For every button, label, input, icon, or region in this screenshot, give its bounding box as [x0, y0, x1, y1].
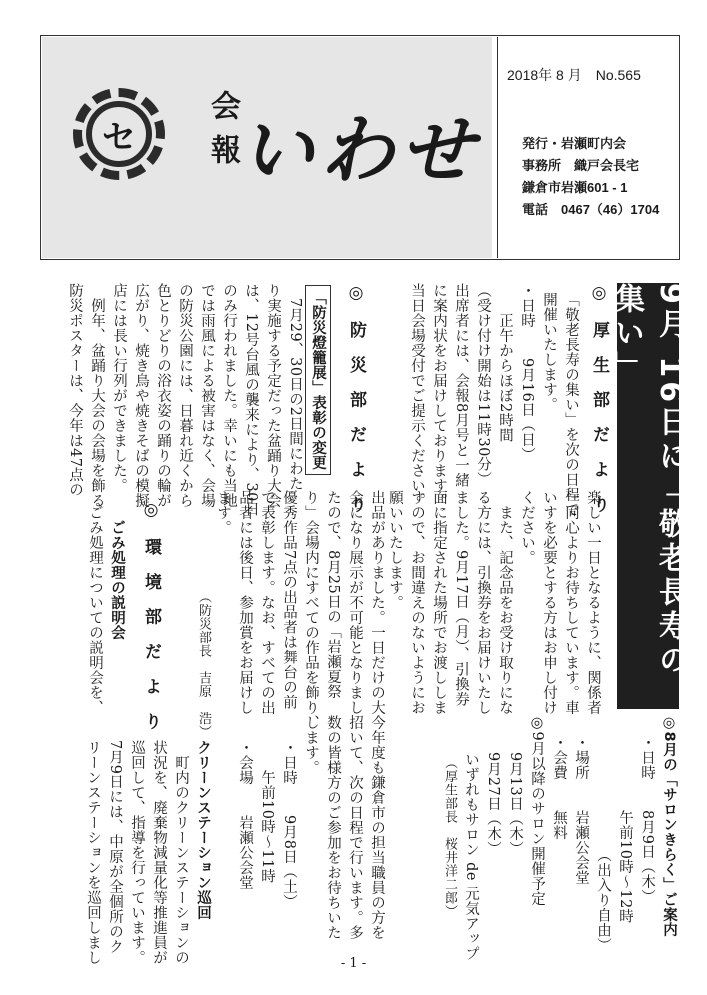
clean-line: 町内のクリーンステーションの: [173, 740, 189, 965]
bousai-line: で表彰します。なお、すべての出: [259, 490, 275, 715]
salon-line: ・場所 岩瀬公会堂: [573, 735, 589, 885]
kousei-line: 一同心よりお待ちしています。車: [563, 490, 579, 715]
bousai-line: のみ行われました。幸いにも当地: [221, 283, 237, 508]
clean-subheading: クリーンステーション巡回: [195, 740, 211, 920]
salon-line: ・日時 8月9日（木）: [639, 735, 655, 905]
kousei-line: る方には、引換券をお届けいたし: [475, 490, 491, 715]
address: 鎌倉市岩瀬601 - 1: [522, 180, 628, 195]
phone: 電話 0467（46）1704: [522, 202, 660, 217]
kankyou-line: 招いて、次の日程で行います。多: [347, 715, 363, 940]
salon-line: （出入り自由）: [595, 735, 611, 953]
bousai-line: 優秀作品7点の出品者は舞台の前: [281, 490, 297, 710]
kankyou-line: 午前10時～11時: [259, 740, 275, 884]
bousai-line: では雨風による被害はなく、会場: [199, 283, 215, 508]
bousai-line: たので、8月25日の「岩瀬夏祭: [325, 490, 341, 700]
kankyou-line: 今年度も鎌倉市の担当職員の方を: [369, 715, 385, 940]
headline: 9月 16日に「敬老長寿の集い」: [609, 283, 688, 679]
issue-info: 2018年 8 月 No.565: [507, 67, 641, 83]
kousei-line: 楽しい一日となるように、関係者: [585, 490, 601, 715]
bousai-line: は、12号台風の襲来により、30日: [243, 283, 259, 517]
kousei-line: 開催いたします。: [541, 292, 557, 412]
kousei-line: 当日会場受付でご提示ください。: [409, 283, 425, 508]
salon-line: 午前10時～12時: [617, 735, 633, 924]
bousai-heading: ◎ 防 災 部 だ よ り: [346, 283, 366, 519]
bousai-line: 出品がありました。一日だけの大: [369, 490, 385, 715]
kousei-line: に案内状をお届けしております。: [431, 283, 447, 508]
kousei-line: ください。: [519, 490, 535, 565]
clean-line: 巡回して、指導を行っています。: [129, 740, 145, 965]
kankyou-heading: ◎ 環 境 部 だ よ り: [141, 500, 161, 736]
salon-signature: （厚生部長 桜井洋二郎）: [442, 722, 457, 918]
bousai-line: り」会場内にすべての作品を飾り、: [303, 490, 319, 730]
bousai-line: 広がり、焼き鳥や焼きそばの模擬: [133, 283, 149, 508]
kousei-line: また、記念品をお受け取りにな: [497, 490, 513, 715]
bousai-line: り実施する予定だった盆踊り大会: [265, 283, 281, 508]
page-number: - 1 -: [340, 956, 367, 971]
newsletter-title: いわせ: [240, 108, 480, 194]
kousei-line: （受け付け開始は11時30分）: [475, 283, 491, 487]
salon-line: ・会費 無料: [551, 735, 567, 840]
town-logo: [86, 101, 152, 167]
bousai-signature: （防災部長 吉原 浩）: [196, 590, 211, 739]
clean-line: 状況を、廃棄物減量化等推進員が: [151, 740, 167, 965]
clean-line: リーンステーションを巡回しまし: [85, 740, 101, 965]
bousai-subheading: 「防災燈籠展」表彰の変更: [305, 285, 331, 475]
kousei-line: 出席者には、会報8月号と一緒: [453, 283, 469, 488]
kousei-line: 面に指定された場所でお渡ししま: [431, 490, 447, 715]
salon-heading: ◎8月の「サロンきらく」ご案内: [661, 715, 677, 938]
kousei-line: 「敬老長寿の集い」を次の日程で: [563, 292, 579, 517]
kankyou-line: ごみ処理についての説明会を、: [87, 490, 103, 715]
kousei-line: ・日時 9月16日（日）: [519, 283, 535, 463]
salon-line: いずれもサロン de 元気アップ: [463, 722, 479, 962]
salon-line: 9月27日（木）: [485, 722, 501, 857]
kankyou-line: ・日時 9月8日（土）: [281, 740, 297, 910]
kousei-heading: ◎ 厚 生 部 だ よ り: [589, 283, 609, 519]
kankyou-subheading: ごみ処理の説明会: [109, 520, 125, 640]
bousai-line: の防災公園には、日暮れ近くから: [177, 283, 193, 508]
kousei-line: 願いいたします。: [387, 490, 403, 610]
bousai-line: 品者には後日、参加賞をお届けし: [237, 490, 253, 715]
kousei-line: ました。9月17日（月）、引換券: [453, 490, 469, 707]
bousai-line: 例年、盆踊り大会の会場を飾る: [89, 283, 105, 508]
kousei-line: いすを必要とする方はお申し付け: [541, 490, 557, 715]
bousai-line: 色とりどりの浴衣姿の踊りの輪が: [155, 283, 171, 508]
clean-line: 7月9日には、中原が全個所のク: [107, 740, 123, 955]
bousai-line: 7月29、30日の2日間にわた: [287, 283, 303, 492]
bousai-line: 防災ポスターは、今年は47点の: [67, 283, 83, 498]
salon-line: ◎9月以降のサロン開催予定: [529, 715, 545, 907]
kankyou-line: ・会場 岩瀬公会堂: [237, 740, 253, 890]
kaiho-label: 会報: [205, 90, 240, 178]
bousai-line: 店には長い行列ができました。: [111, 283, 127, 493]
office: 事務所 織戸会長宅: [522, 158, 640, 173]
kankyou-line: 数の皆様方のご参加をお待ちいた: [325, 715, 341, 940]
salon-line: 9月13日（木）: [507, 722, 523, 857]
logo-char: セ: [102, 117, 136, 158]
kousei-line: すので、お間違えのないようにお: [409, 490, 425, 715]
bousai-line: 会になり展示が不可能となりまし: [347, 490, 363, 715]
publisher: 発行・岩瀬町内会: [522, 136, 627, 151]
kousei-line: 正午からほぼ2時間: [497, 283, 513, 443]
kankyou-line: します。: [303, 715, 319, 775]
bousai-line: ます。: [215, 490, 231, 535]
